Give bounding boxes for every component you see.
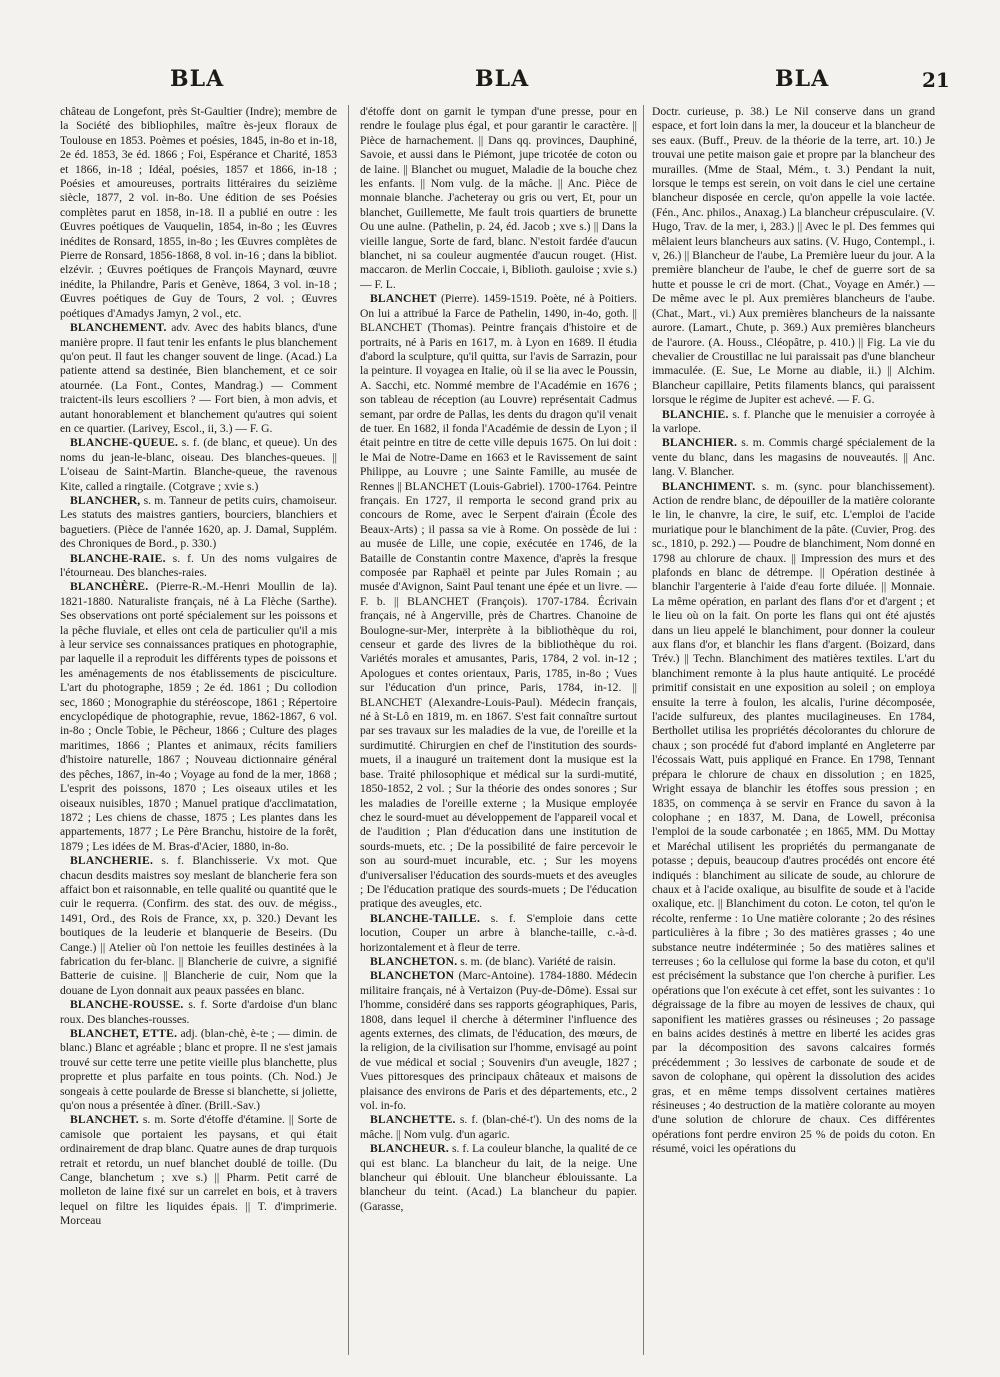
entry-body: s. f. (de blanc, et queue). Un des noms du jean-le-blanc, oiseau. Des blanches-queues. || L'oiseau de Saint-Martin. Blanche-queue, the ravenous Kite, called a ringtaile. (Cotgrave ; xvie s.) bbox=[60, 436, 337, 493]
dictionary-entry bbox=[60, 494, 337, 552]
dictionary-entry bbox=[60, 580, 337, 854]
entry-body: Doctr. curieuse, p. 38.) Le Nil conserve dans un grand espace, et fort loin dans la mer, la douceur et la blancheur de ses eaux. (Buff., Preuv. de la théorie de la terre, art. 10.) Je trouvai une petite maison gaie et propre par la blancheur des murailles. (Mme de Staal, Mém., t. 3.) Pendant la nuit, lorsque le temps est serein, on voit dans le ciel une certaine blancheur disposée en cercle, qu'on appelle la voie lactée. (Fén., Anc. philos., Anaxag.) La blancheur crépusculaire. (V. Hugo, Trav. de la mer, i, 283.) || Avec le pl. Des femmes qui mêlaient leurs blancheurs aux satins. (V. Hugo, Contempl., i. v, 26.) || Blancheur de l'aube, La Première lueur du jour. A la première blancheur de l'aube, le chef de guerre sort de sa hutte et pousse le cri de mort. (Chat., Voyage en Amér.) — De même avec le pl. Aux premières blancheurs de l'aube. (Chat., Mart., vi.) Aux premières blancheurs de la naissante aurore. (Lamart., Chute, p. 369.) Aux premières blancheurs de l'aurore. (A. Houss., Cléopâtre, p. 410.) || Fig. La vie du chevalier de Croustillac ne lui paraissait pas d'une blancheur immaculée. (E. Sue, Le Morne au diable, ii.) || Alchim. Blancheur capillaire, Petits filaments blancs, qui paraissent lorsque le régime de Jupiter est achevé. — F. G. bbox=[652, 105, 935, 407]
page-number: 21 bbox=[922, 68, 950, 92]
header-left-word: BLA bbox=[170, 66, 225, 92]
text-column-3 bbox=[652, 105, 935, 1345]
entry-body: s. f. La couleur blanche, la qualité de ce qui est blanc. La blancheur du lait, de la neige. Une blancheur qui éblouit. Une blancheur éblouissante. La blancheur du teint. (Acad.) La blancheur du papier. (Garasse, bbox=[360, 1142, 637, 1213]
entry-body: adv. Avec des habits blancs, d'une manière propre. Il faut tenir les enfants le plus blanchement qu'on peut. Il faut les changer souvent de linge. (Acad.) La patiente attend sa destinée, Bien blanchement, et ce soir atournée. (La Font., Contes, Mandrag.) — Comment traictent-ils leurs escolliers ? — Fort bien, à mon advis, et autant honorablement et blanchement qu'autres qui soient en ce quartier. (Larivey, Escol., ii, 3.) — F. G. bbox=[60, 321, 337, 435]
entry-body: château de Longefont, près St-Gaultier (Indre); membre de la Société des bibliophiles, maître ès-jeux floraux de Toulouse en 1853. Poèmes et poésies, 1845, in-8o et in-18, 2e éd. 1853, 3e éd. 1866 ; Foi, Espérance et Charité, 1853 et 1866, in-18 ; Idéal, poésies, 1857 et 1866, in-18 ; Poésies et amoureuses, portraits littéraires du seizième siècle, 1877, 2 vol. in-8o. Une édition de ses Poésies complètes parut en 1858, in-18. Il a publié en outre : les Œuvres poétiques de Vauquelin, 1854, in-8o ; les Œuvres inédites de Ronsard, 1855, in-8o ; les Œuvres complètes de Pierre de Ronsard, 1856-1868, 8 vol. in-16 ; dans la bibliot. elzévir. ; Œuvres poétiques de François Maynard, œuvre inédite, la Philandre, Paris et Genève, 1864, 3 vol. in-18 ; Œuvres poétiques de Guy de Tours, 2 vol. ; Œuvres poétiques d'Amadys Jamyn, 2 vol., etc. bbox=[60, 105, 337, 320]
entry-headword: BLANCHETTE. bbox=[370, 1113, 456, 1127]
entry-body: s. f. Blanchisserie. Vx mot. Que chacun desdits maistres soy meslant de blancherie fera son affaict bon et raisonnable, en telle qualité ou quantité que le cuir le requerra. (Confirm. des stat. des ouv. de mégiss., 1491, Ord., des Rois de France, xx, p. 320.) Devant les boutiques de la leuderie et blanquerie de Beseirs. (Du Cange.) || Atelier où l'on nettoie les feuilles destinées à la fabrication du fer-blanc. || Blancherie de cuivre, a signifié Batterie de cuisine. || Blancherie de cuir, Nom que la douane de Lyon donnait aux peaux passées en blanc. bbox=[60, 854, 337, 997]
entry-body: s. f. Un des noms vulgaires de l'étourneau. Des blanches-raies. bbox=[60, 551, 337, 579]
dictionary-entry bbox=[60, 998, 337, 1027]
entry-headword: BLANCHE-RAIE. bbox=[70, 551, 166, 565]
entry-headword: BLANCHEMENT. bbox=[70, 321, 167, 335]
column-divider bbox=[348, 105, 349, 1355]
entry-headword: BLANCHIE. bbox=[662, 407, 729, 421]
dictionary-entry bbox=[652, 480, 935, 1157]
entry-body: s. f. Planche que le menuisier a corroyée à la varlope. bbox=[652, 407, 935, 435]
entry-body: s. m. (sync. pour blanchissement). Action de rendre blanc, de dépouiller de la matière colorante le lin, le chanvre, la cire, le suif, etc. L'emploi de l'acide muriatique pour le blanchiment de la pâte. (Cuvier, Prog. des sc., 1810, p. 292.) — Poudre de blanchiment, Nom donné en 1798 au chlorure de chaux. || Impression des murs et des plafonds en blanc de détrempe. || Opération destinée à blanchir l'argenterie à l'aide d'eau forte diluée. || Monnaie. La même opération, en parlant des flans d'or et d'argent ; et le lieu où on la fait. On porte les flans qui ont été ajustés dans un lieu appelé le blanchiment, pour donner la couleur aux flans d'or, et blanchir les flans d'argent. (Boizard, dans Trév.) || Techn. Blanchiment des matières textiles. L'art du blanchiment remonte à la plus haute antiquité. Le procédé primitif consistait en une exposition au soleil ; on employa ensuite la terre à foulon, les alcalis, l'urine décomposée, l'acide sulfureux, des plantes mucilagineuses. En 1784, Berthollet utilisa les propriétés décolorantes du chlorure de chaux ; son procédé fut d'abord implanté en Angleterre par l'écossais Watt, puis appliqué en France. En 1798, Tennant prépara le chlorure de chaux en dissolution ; en 1825, Wright essaya de blanchir les étoffes sous pression ; en 1835, on commença à se servir en France du savon à la colophane ; en 1837, M. Dana, de Lowell, préconisa l'emploi de la soude carbonatée ; en 1865, MM. Du Mottay et Maréchal utilisent les propriétés du permanganate de potasse ; depuis, beaucoup d'autres procédés ont encore été indiqués : blanchiment au silicate de soude, au chlorure de chaux et à l'acide oxalique, au bisulfite de soude et à l'acide oxalique, etc. || Blanchiment du coton. Le coton, tel qu'on le récolte, renferme : 1o Une matière colorante ; 2o des résines particulières à la fibre ; 3o des matières grasses ; 4o une substance neutre indéterminée ; 5o des matières salines et terreuses ; 6o la cellulose qui forme la base du coton, et qu'il est précisément la substance que l'on cherche à purifier. Les opérations que l'on exécute à cet effet, sont les suivantes : 1o dégraissage de la fibre au moyen de lessives de chaux, qui saponifient les matières grasses ou résineuses ; 2o passage en bains acides destinés à mettre en liberté les acides gras par la décomposition des savons calcaires formés précédemment ; 3o lessives de carbonate de soude et de savon de colophane, qui opèrent la dissolution des acides gras, et en même temps dissolvent certaines matières résineuses ; 4o destruction de la matière colorante au moyen d'une solution de chlorure de chaux. Ces différentes opérations font perdre environ 25 % de poids du coton. En résumé, voici les opérations du bbox=[652, 479, 935, 1156]
dictionary-entry bbox=[60, 1113, 337, 1228]
entry-headword: BLANCHET. bbox=[70, 1113, 139, 1127]
text-column-2 bbox=[360, 105, 637, 1345]
dictionary-entry bbox=[360, 912, 637, 955]
entry-body: d'étoffe dont on garnit le tympan d'une presse, pour en rendre le foulage plus égal, et pour garantir le caractère. || Pièce de harnachement. || Dans qq. provinces, Dauphiné, Savoie, et aussi dans le Piémont, jupe tricotée de coton ou de laine. || Blanchet ou muguet, Maladie de la bouche chez les enfants. || Nom vulg. de la mâche. || Anc. Pièce de monnaie blanche. J'acheteray ou gris ou vert, Et, pour un blanchet, Guillemette, Me fault trois quartiers de brunette Ou une aulne. (Pathelin, p. 24, éd. Jacob ; xve s.) || Dans la vieille langue, Sorte de fard, blanc. N'estoit fardée d'aucun blanchet, ni sa couleur augmentée d'aucun rouget. (Hist. maccaron. de Merlin Coccaie, i, Biblioth. gauloise ; xvie s.) — F. L. bbox=[360, 105, 637, 291]
entry-body: s. f. Sorte d'ardoise d'un blanc roux. Des blanches-rousses. bbox=[60, 998, 337, 1026]
entry-body: s. m. Tanneur de petits cuirs, chamoiseur. Les statuts des maistres gantiers, bourciers, blanchiers et baguetiers. (Pièce de l'année 1620, ap. J. Damal, Supplém. des Chroniques de Bord., p. 330.) bbox=[60, 493, 337, 551]
dictionary-entry bbox=[60, 854, 337, 998]
entry-body: s. f. S'emploie dans cette locution, Couper un arbre à blanche-taille, c.-à-d. horizontalement et à fleur de terre. bbox=[360, 911, 637, 954]
entry-body: s. m. Commis chargé spécialement de la vente du blanc, dans les magasins de nouveautés. || Anc. lang. V. Blancher. bbox=[652, 436, 935, 479]
dictionary-entry bbox=[60, 1027, 337, 1113]
dictionary-entry bbox=[60, 105, 337, 321]
dictionary-entry bbox=[652, 105, 935, 408]
entry-headword: BLANCHÈRE. bbox=[70, 580, 149, 594]
entry-headword: BLANCHE-TAILLE. bbox=[370, 911, 481, 925]
entry-body: (Marc-Antoine). 1784-1880. Médecin militaire français, né à Vertaizon (Puy-de-Dôme). Essai sur l'homme, considéré dans ses rapports géographiques, Paris, 1808, dans lequel il cherche à déterminer l'influence des agents externes, des climats, de l'éducation, des mœurs, de la religion, de la civilisation sur l'homme, envisagé au point de vue médical et social ; Souvenirs d'un aveugle, 1827 ; Vues pittoresques des principaux châteaux et maisons de plaisance des environs de Paris et des départements, etc., 2 vol. in-fo. bbox=[360, 969, 637, 1113]
dictionary-entry bbox=[360, 969, 637, 1113]
column-divider bbox=[643, 105, 644, 1355]
entry-body: s. m. Sorte d'étoffe d'étamine. || Sorte de camisole que portaient les paysans, et qui était ordinairement de drap blanc. Quatre aunes de drap turquois retrait et retordu, un nuef blanchet doublé de toille. (Du Cange, blanchetum ; xve s.) || Pharm. Petit carré de molleton de laine fixé sur un carrelet en bois, et à travers lequel on filtre les liquides épais. || T. d'imprimerie. Morceau bbox=[60, 1113, 337, 1228]
dictionary-entry bbox=[360, 1142, 637, 1214]
entry-headword: BLANCHET, ETTE. bbox=[70, 1027, 178, 1040]
dictionary-entry bbox=[652, 408, 935, 437]
entry-headword: BLANCHE-ROUSSE. bbox=[70, 998, 184, 1012]
dictionary-entry bbox=[360, 955, 637, 969]
entry-body: s. f. (blan-ché-t'). Un des noms de la mâche. || Nom vulg. d'un agaric. bbox=[360, 1113, 637, 1141]
dictionary-entry bbox=[60, 436, 337, 494]
entry-headword: BLANCHETON. bbox=[370, 954, 458, 968]
header-right-word: BLA bbox=[775, 66, 830, 92]
header-center-word: BLA bbox=[475, 66, 530, 92]
dictionary-entry bbox=[60, 552, 337, 581]
entry-headword: BLANCHE-QUEUE. bbox=[70, 436, 179, 450]
entry-body: (Pierre-R.-M.-Henri Moullin de la). 1821-1880. Naturaliste français, né à La Flèche (Sarthe). Ses observations ont porté spécialement sur les poissons et la pêche fluviale, et elles ont cela de particulier qu'il a mis à leur service ses connaissances pratiques en photographie, par laquelle il a reproduit les différents types de poissons et les aménagements de nos établissements de pisciculture. L'art du photographe, 1859 ; 2e éd. 1861 ; Du collodion sec, 1860 ; Monographie du stéréoscope, 1861 ; Répertoire encyclopédique de photographie, revue, 1862-1867, 6 vol. in-8o ; Oncle Tobie, le Pêcheur, 1866 ; Culture des plages maritimes, 1866 ; Plantes et animaux, récits familiers d'histoire naturelle, 1867 ; Nouveau dictionnaire général des pêches, 1867, in-4o ; Voyage au fond de la mer, 1868 ; L'esprit des poissons, 1870 ; Les oiseaux utiles et les oiseaux nuisibles, 1870 ; Manuel pratique d'acclimatation, 1872 ; Les chiens de chasse, 1875 ; Les plantes dans les appartements, 1877 ; Le Père Branchu, histoire de la forêt, 1879 ; Les idées de M. Bras-d'Acier, 1880, in-8o. bbox=[60, 580, 337, 853]
dictionary-entry bbox=[360, 1113, 637, 1142]
entry-headword: BLANCHIER. bbox=[662, 436, 738, 450]
dictionary-entry bbox=[60, 321, 337, 436]
entry-headword: BLANCHER, bbox=[70, 493, 141, 507]
entry-body: s. m. (de blanc). Variété de raisin. bbox=[457, 954, 616, 968]
dictionary-entry bbox=[360, 105, 637, 292]
entry-headword: BLANCHEUR. bbox=[370, 1142, 449, 1156]
entry-headword: BLANCHET bbox=[370, 292, 437, 306]
entry-headword: BLANCHETON bbox=[370, 969, 455, 983]
entry-headword: BLANCHERIE. bbox=[70, 854, 154, 868]
running-header bbox=[0, 66, 1000, 96]
entry-headword: BLANCHIMENT. bbox=[662, 479, 756, 493]
dictionary-entry bbox=[360, 292, 637, 911]
entry-body: adj. (blan-chè, è-te ; — dimin. de blanc.) Blanc et agréable ; blanc et propre. Il ne s'est jamais trouvé sur cette terre une petite vieille plus blanchette, plus proprette et plus parfaite en tous points. (Ch. Nod.) Je songeais à cette poularde de Bresse si blanchette, si joliette, qu'on nous a présentée à dîner. (Brill.-Sav.) bbox=[60, 1027, 337, 1113]
text-column-1 bbox=[60, 105, 337, 1345]
entry-body: (Pierre). 1459-1519. Poète, né à Poitiers. On lui a attribué la Farce de Pathelin, 1490, in-4o, goth. || BLANCHET (Thomas). Peintre français d'histoire et de portraits, né à Paris en 1617, m. à Lyon en 1689. Il étudia d'abord la sculpture, qu'il quitta, sur l'avis de Sarrazin, pour la peinture. Il voyagea en Italie, où il se lia avec le Poussin, A. Sacchi, etc. Nommé membre de l'Académie en 1676 ; son tableau de réception (au Louvre) représentait Cadmus semant, par ordre de Pallas, les dents du dragon qu'il venait de tuer. En 1682, il fonda l'Académie de dessin de Lyon ; il était peintre en titre de cette ville depuis 1675. On lui doit : le Mai de Notre-Dame en 1663 et le Ravissement de saint Philippe, au Louvre ; une Sainte Famille, au musée de Rennes || BLANCHET (Louis-Gabriel). 1700-1764. Peintre français. En 1727, il remporta le second grand prix au concours de Rome, avec le Serpent d'airain (École des Beaux-Arts) ; il passa sa vie à Rome. On possède de lui : au musée de Lille, une copie, exécutée en 1746, de la Bataille de Constantin contre Maxence, d'après la fresque composée par Raphaël et peinte par Jules Romain ; au musée d'Avignon, Saint Paul tenant une épée et un livre. — F. b. || BLANCHET (François). 1707-1784. Écrivain français, né à Angerville, près de Chartres. Chanoine de Boulogne-sur-Mer, interprète à la bibliothèque du roi, censeur et garde des livres de la bibliothèque du roi. Variétés morales et amusantes, Paris, 1784, 2 vol. in-12 ; Apologues et contes orientaux, Paris, 1785, in-8o ; Vues sur l'éducation d'un prince, Paris, 1784, in-12. || BLANCHET (Alexandre-Louis-Paul). Médecin français, né à St-Lô en 1819, m. en 1867. S'est fait connaître surtout par ses travaux sur les maladies de la vue, de l'oreille et la surdimutité. Chirurgien en chef de l'institution des sourds-muets, il a inauguré un traitement dont la musique est la base. Traité philosophique et médical sur la surdi-mutité, 1850-1852, 2 vol. ; Sur la théorie des ondes sonores ; Sur les maladies de l'oreille externe ; la Musique employée chez le sourd-muet au développement de l'appareil vocal et de l'audition ; Plan d'éducation dans une institution de sourds-muets, etc. ; De la possibilité de faire percevoir le son au sourd-muet incurable, etc. ; Sur les moyens d'universaliser l'éducation des sourds-muets et des aveugles ; De l'éducation pratique des sourds-muets ; De l'éducation pratique des aveugles, etc. bbox=[360, 292, 637, 911]
dictionary-entry bbox=[652, 436, 935, 479]
